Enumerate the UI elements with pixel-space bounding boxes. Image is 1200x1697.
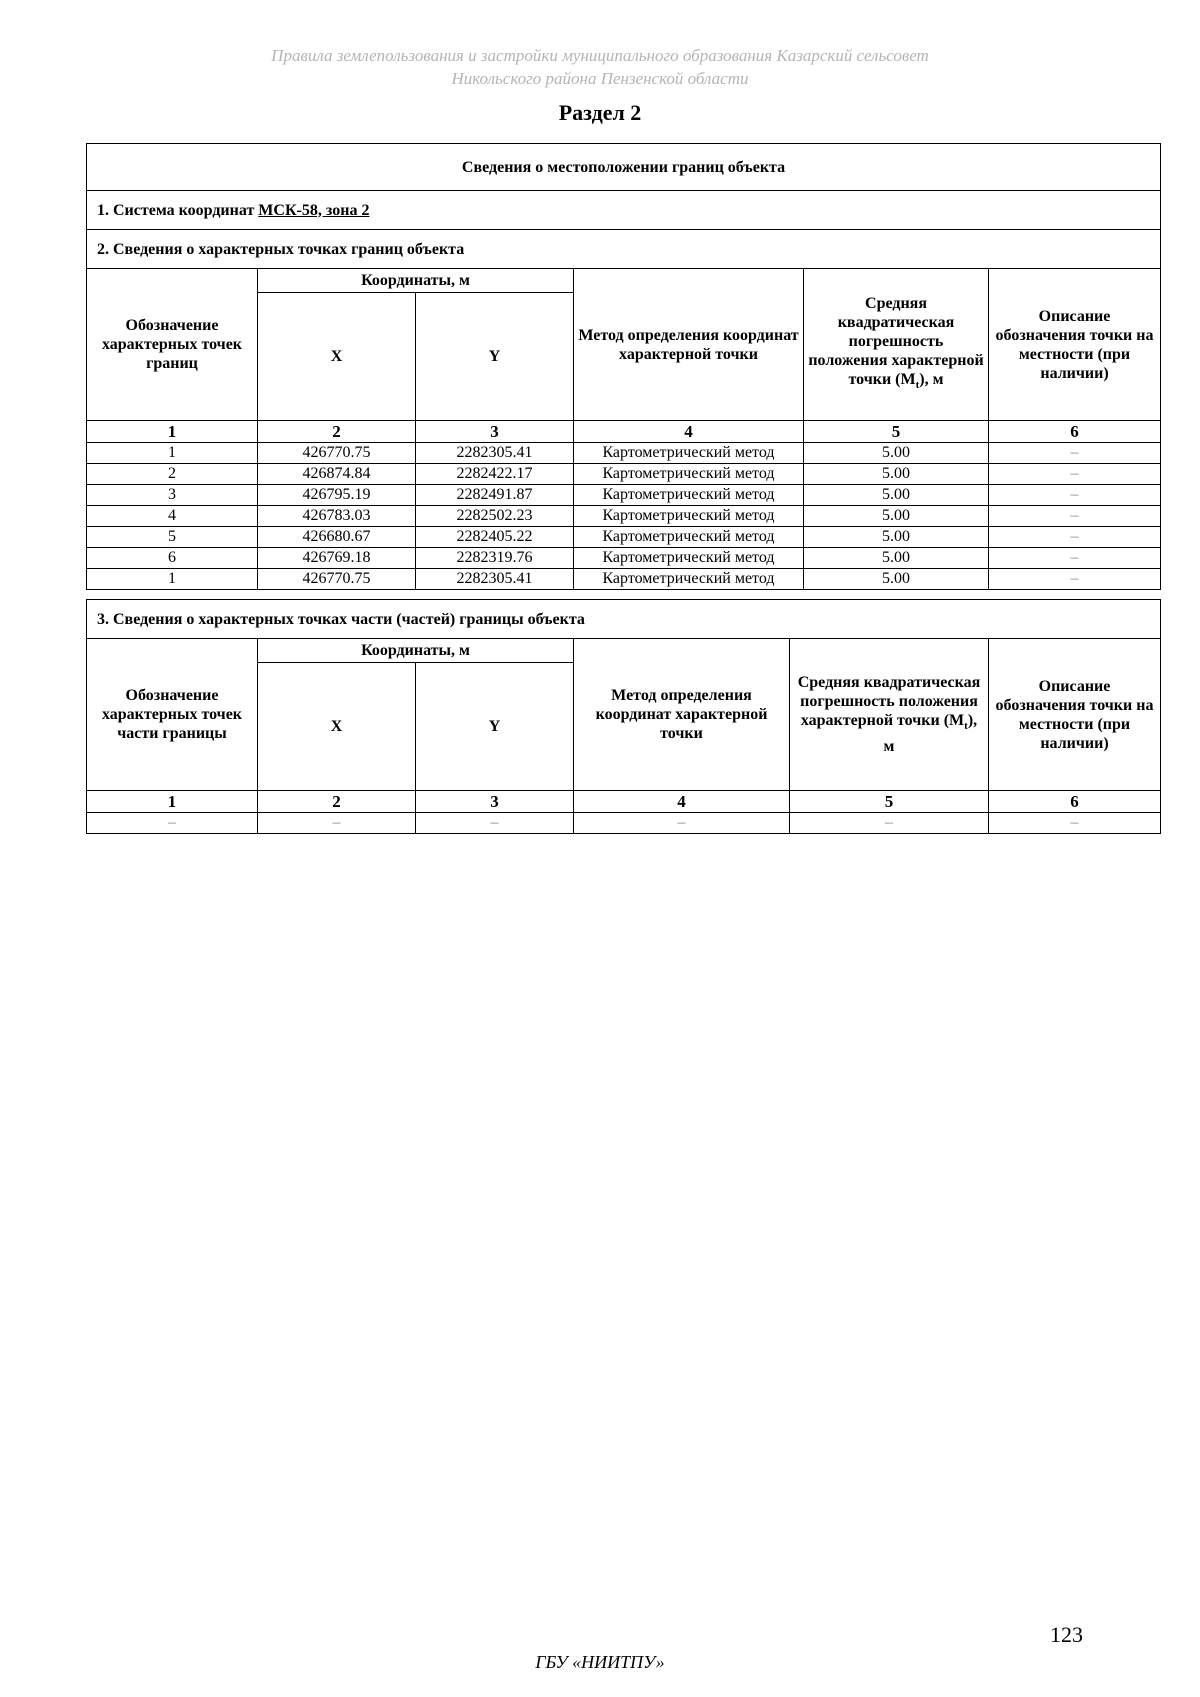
table-row	[87, 506, 1161, 527]
point-error: 5.00	[804, 464, 989, 485]
point-description: –	[989, 548, 1161, 569]
point-method: Картометрический метод	[574, 485, 804, 506]
table-row	[87, 548, 1161, 569]
point-method: Картометрический метод	[574, 569, 804, 590]
part-point-method: –	[574, 813, 790, 834]
header-y: Y	[416, 293, 574, 421]
section-title: Раздел 2	[558, 100, 642, 125]
part-header-error-subscript: t	[964, 720, 968, 733]
point-method: Картометрический метод	[574, 548, 804, 569]
table-row	[87, 485, 1161, 506]
point-number: 1	[87, 443, 258, 464]
part-point-y: –	[416, 813, 574, 834]
points-section-title: 2. Сведения о характерных точках границ объекта	[87, 230, 1161, 269]
table-row	[87, 813, 1161, 834]
col-number: 6	[989, 791, 1161, 813]
point-error: 5.00	[804, 527, 989, 548]
col-number: 3	[416, 421, 574, 443]
point-number: 6	[87, 548, 258, 569]
point-method: Картометрический метод	[574, 506, 804, 527]
point-y: 2282502.23	[416, 506, 574, 527]
point-x: 426783.03	[258, 506, 416, 527]
header-error-tail: ), м	[919, 370, 944, 388]
boundary-points-table	[86, 143, 1161, 590]
header-x: X	[258, 293, 416, 421]
point-y: 2282319.76	[416, 548, 574, 569]
col-number: 4	[574, 791, 790, 813]
col-number: 2	[258, 421, 416, 443]
part-point-x: –	[258, 813, 416, 834]
document-footer: ГБУ «НИИТПУ»	[535, 1652, 665, 1672]
part-header-error-text: Средняя квадратическая погрешность положения характерной точки (M	[797, 674, 981, 730]
point-y: 2282422.17	[416, 464, 574, 485]
col-number: 5	[804, 421, 989, 443]
point-x: 426770.75	[258, 443, 416, 464]
header-error	[804, 269, 989, 421]
col-number: 3	[416, 791, 574, 813]
header-error-text: Средняя квадратическая погрешность положения характерной точки (M	[808, 294, 984, 388]
col-number: 1	[87, 791, 258, 813]
point-description: –	[989, 569, 1161, 590]
point-y: 2282305.41	[416, 569, 574, 590]
part-header-designation: Обозначение характерных точек части границы	[87, 639, 258, 791]
running-header-line-1: Правила землепользования и застройки муниципального образования Казарский сельсовет	[271, 46, 929, 65]
point-number: 3	[87, 485, 258, 506]
header-designation: Обозначение характерных точек границ	[87, 269, 258, 421]
point-method: Картометрический метод	[574, 443, 804, 464]
point-method: Картометрический метод	[574, 464, 804, 485]
part-point-description: –	[989, 813, 1161, 834]
part-column-number-row	[87, 791, 1161, 813]
table-banner: Сведения о местоположении границ объекта	[87, 144, 1161, 191]
point-description: –	[989, 506, 1161, 527]
col-number: 2	[258, 791, 416, 813]
table-row	[87, 527, 1161, 548]
header-description: Описание обозначения точки на местности (при наличии)	[989, 269, 1161, 421]
point-x: 426770.75	[258, 569, 416, 590]
point-x: 426769.18	[258, 548, 416, 569]
part-header-description: Описание обозначения точки на местности (при наличии)	[989, 639, 1161, 791]
header-coordinates: Координаты, м	[258, 269, 574, 293]
part-point-error: –	[790, 813, 989, 834]
coordinate-system-value: МСК-58, зона 2	[258, 201, 370, 219]
point-number: 5	[87, 527, 258, 548]
header-error-subscript: t	[915, 379, 920, 392]
point-description: –	[989, 464, 1161, 485]
point-error: 5.00	[804, 506, 989, 527]
part-header-error	[790, 639, 989, 791]
part-header-y: Y	[416, 663, 574, 791]
point-error: 5.00	[804, 485, 989, 506]
point-error: 5.00	[804, 569, 989, 590]
header-method: Метод определения координат характерной точки	[574, 269, 804, 421]
point-y: 2282491.87	[416, 485, 574, 506]
point-x: 426680.67	[258, 527, 416, 548]
part-point-number: –	[87, 813, 258, 834]
point-x: 426795.19	[258, 485, 416, 506]
page-number: 123	[1050, 1622, 1083, 1647]
point-number: 1	[87, 569, 258, 590]
document-running-header	[0, 44, 1200, 90]
table-row	[87, 443, 1161, 464]
coordinate-system-label: 1. Система координат	[97, 201, 259, 219]
point-x: 426874.84	[258, 464, 416, 485]
part-boundary-points-table	[86, 599, 1161, 834]
point-y: 2282305.41	[416, 443, 574, 464]
point-error: 5.00	[804, 443, 989, 464]
col-number: 4	[574, 421, 804, 443]
col-number: 1	[87, 421, 258, 443]
point-number: 4	[87, 506, 258, 527]
part-header-method: Метод определения координат характерной точки	[574, 639, 790, 791]
part-points-section-title: 3. Сведения о характерных точках части (частей) границы объекта	[87, 600, 1161, 639]
running-header-line-2: Никольского района Пензенской области	[451, 69, 749, 88]
table-row	[87, 464, 1161, 485]
point-y: 2282405.22	[416, 527, 574, 548]
point-description: –	[989, 485, 1161, 506]
col-number: 5	[790, 791, 989, 813]
point-method: Картометрический метод	[574, 527, 804, 548]
point-number: 2	[87, 464, 258, 485]
table-row	[87, 569, 1161, 590]
part-header-x: X	[258, 663, 416, 791]
point-description: –	[989, 527, 1161, 548]
point-error: 5.00	[804, 548, 989, 569]
part-header-coordinates: Координаты, м	[258, 639, 574, 663]
part-header-error-tail: ), м	[883, 712, 978, 755]
coordinate-system-row	[87, 191, 1161, 230]
point-description: –	[989, 443, 1161, 464]
col-number: 6	[989, 421, 1161, 443]
column-number-row	[87, 421, 1161, 443]
